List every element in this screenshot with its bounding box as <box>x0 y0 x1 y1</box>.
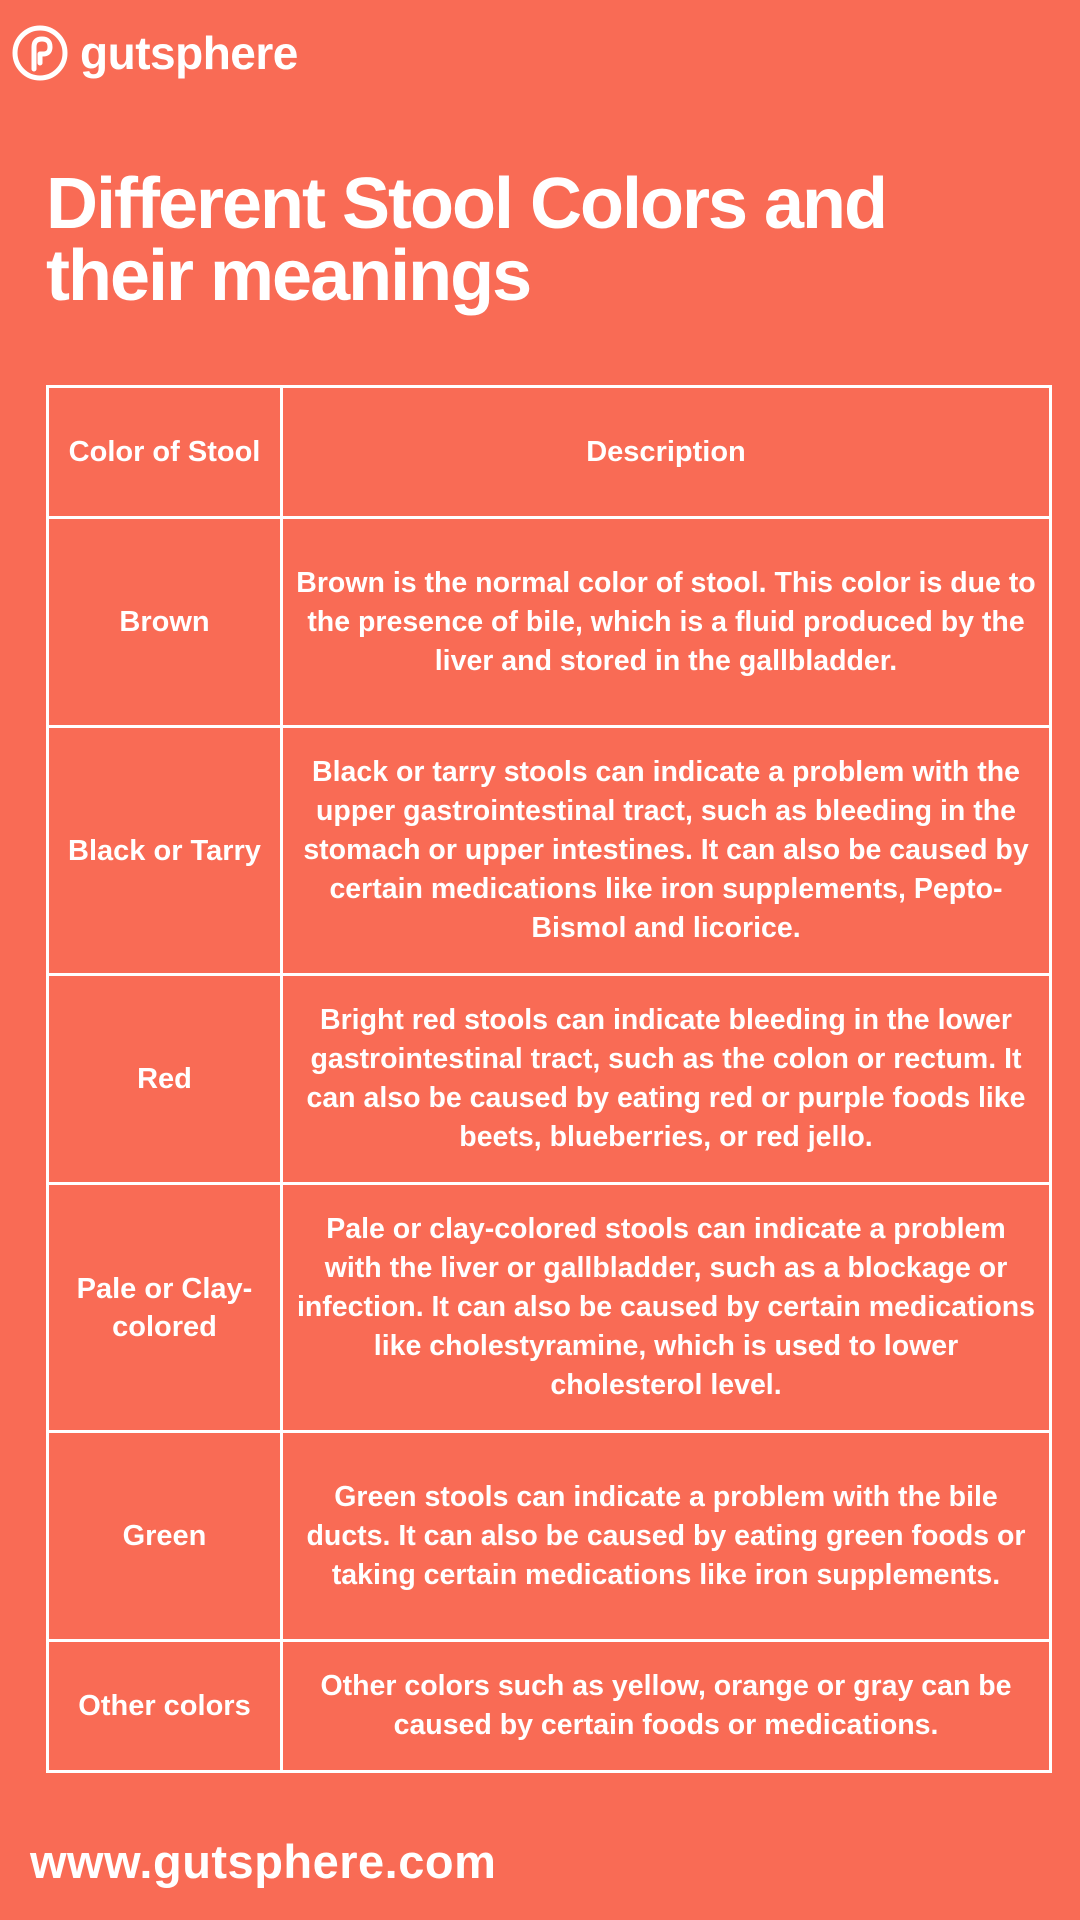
stool-color-name: Brown <box>48 518 282 727</box>
stool-color-description: Other colors such as yellow, orange or gray can be caused by certain foods or medications. <box>282 1641 1051 1772</box>
stool-color-name: Green <box>48 1432 282 1641</box>
brand-header <box>10 22 298 84</box>
brand-name: gutsphere <box>80 27 298 79</box>
stool-color-description: Pale or clay-colored stools can indicate a problem with the liver or gallbladder, such as a blockage or infection. It can also be caused by certain medications like cholestyramine, which is used to lower cholesterol level. <box>282 1184 1051 1432</box>
gutsphere-logo-icon <box>10 23 70 83</box>
stool-color-name: Black or Tarry <box>48 727 282 975</box>
stool-color-description: Bright red stools can indicate bleeding in the lower gastrointestinal tract, such as the colon or rectum. It can also be caused by eating red or purple foods like beets, blueberries, or red jello. <box>282 975 1051 1184</box>
stool-color-description: Green stools can indicate a problem with the bile ducts. It can also be caused by eating green foods or taking certain medications like iron supplements. <box>282 1432 1051 1641</box>
stool-color-description: Brown is the normal color of stool. This color is due to the presence of bile, which is a fluid produced by the liver and stored in the gallbladder. <box>282 518 1051 727</box>
page-title: Different Stool Colors and their meanings <box>46 164 887 316</box>
column-header-color: Color of Stool <box>48 387 282 518</box>
stool-colors-table <box>46 385 1052 1773</box>
stool-color-description: Black or tarry stools can indicate a problem with the upper gastrointestinal tract, such as bleeding in the stomach or upper intestines. It can also be caused by certain medications like iron supplements, Pepto-Bismol and licorice. <box>282 727 1051 975</box>
stool-color-name: Pale or Clay-colored <box>48 1184 282 1432</box>
stool-color-name: Other colors <box>48 1641 282 1772</box>
table-row <box>48 518 1051 727</box>
table-row <box>48 1432 1051 1641</box>
column-header-description: Description <box>282 387 1051 518</box>
table-header-row <box>48 387 1051 518</box>
stool-color-name: Red <box>48 975 282 1184</box>
table-row <box>48 1641 1051 1772</box>
table-row <box>48 975 1051 1184</box>
table-row <box>48 727 1051 975</box>
table-row <box>48 1184 1051 1432</box>
website-url-link[interactable]: www.gutsphere.com <box>30 1835 497 1888</box>
